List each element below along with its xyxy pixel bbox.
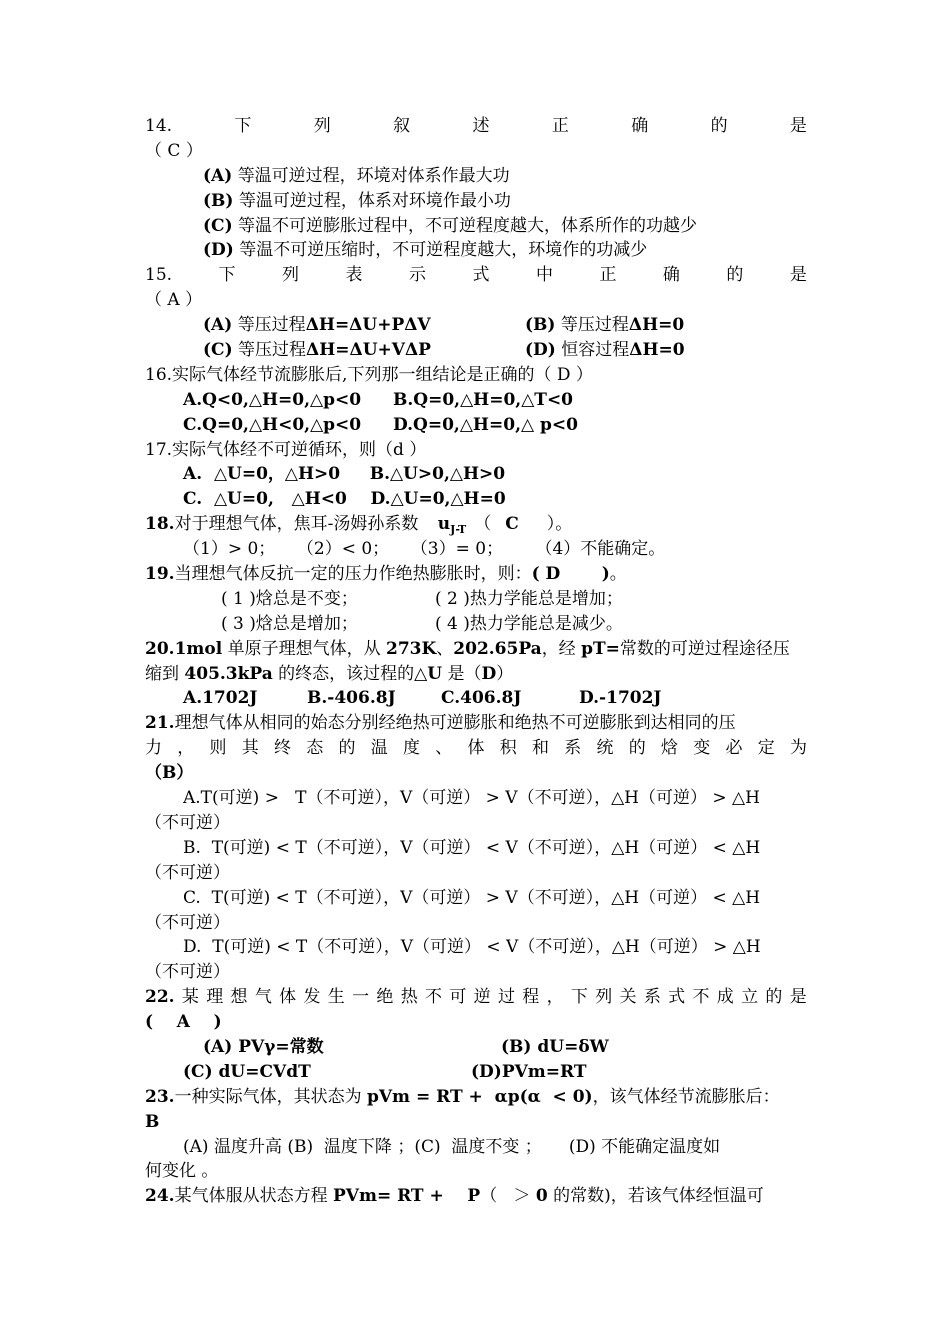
q23-answer: B [145, 1111, 160, 1132]
option-formula: ΔH=ΔU+VΔP [306, 340, 431, 361]
q16-option-a: A.Q<0,△H=0,△p<0 [183, 389, 362, 410]
q24-line1 [145, 1184, 807, 1209]
q24-text: 的常数)，若该气体经恒温可 [547, 1186, 764, 1207]
q22-char: 理 [206, 987, 224, 1008]
option-key: (C) [203, 340, 233, 361]
q21-char: 、 [435, 738, 453, 759]
q16-option-b: B.Q=0,△H=0,△T<0 [393, 389, 574, 410]
q19-end: 。 [609, 564, 627, 585]
q14-char: 的 [710, 116, 728, 136]
q21-option-d-tail: （不可逆） [145, 962, 230, 983]
q23-options: (A) 温度升高 (B) 温度下降 ；(C) 温度不变 ； (D) 不能确定温度如 [183, 1136, 721, 1157]
option-text: 等温不可逆膨胀过程中，不可逆程度越大，体系所作的功越少 [238, 215, 698, 236]
q14-answer: （ C ） [145, 140, 203, 161]
q20-options [145, 686, 807, 711]
q21-char: 体 [467, 738, 485, 759]
q24-number: 24. [145, 1186, 175, 1207]
q21-char: 力 [145, 738, 162, 759]
q18-symbol: u [437, 514, 451, 535]
q19-options-row2 [145, 612, 807, 637]
q22-stem [145, 985, 807, 1010]
q14-stem [145, 114, 807, 139]
q22-char: 列 [595, 987, 613, 1008]
q21-char: 必 [725, 738, 743, 759]
q21-char: 系 [564, 738, 582, 759]
q19-option-3: ( 3 )焓总是增加； [221, 613, 358, 634]
q16-stem: 16.实际气体经节流膨胀后,下列那一组结论是正确的（ D ） [145, 364, 593, 385]
q22-char: 式 [668, 987, 686, 1008]
q19-text: 当理想气体反抗一定的压力作绝热膨胀时，则： [174, 564, 532, 585]
q24-text: （ ＞ [480, 1186, 536, 1207]
q15-char: 确 [662, 265, 680, 286]
q16-option-d: D.Q=0,△H=0,△ p<0 [393, 414, 578, 435]
q20-line1 [145, 637, 807, 662]
option-text: 等温不可逆压缩时，不可逆程度越大，环境作的功减少 [239, 240, 648, 261]
q21-char: 统 [596, 738, 614, 759]
q22-options-row2 [145, 1060, 807, 1085]
q22-char: 想 [230, 987, 248, 1008]
q21-char: 焓 [661, 738, 678, 759]
option-text: 等温可逆过程，环境对体系作最大功 [237, 165, 510, 186]
q21-char: 和 [532, 738, 549, 759]
q16-options-row1 [145, 388, 807, 413]
q19-answer: ( D ) [531, 564, 610, 585]
option-text: 等压过程 [238, 340, 307, 361]
q22-char: 不 [425, 987, 443, 1008]
q21-char: ， [177, 738, 195, 759]
q18-text: 对于理想气体，焦耳-汤姆孙系数 [174, 514, 419, 535]
q18-subscript: J-T [450, 523, 467, 537]
q18-bracket: ）。 [546, 514, 573, 535]
q22-options-row1 [145, 1035, 807, 1060]
q15-option-b [525, 313, 684, 338]
q20-text: ） [496, 663, 514, 684]
q15-option-c [203, 338, 525, 363]
q20-value: 273K [386, 638, 437, 659]
q22-char: 是 [789, 987, 807, 1008]
q15-options-row2 [145, 338, 807, 363]
q22-char: 不 [692, 987, 710, 1008]
q21-char: 积 [499, 738, 517, 759]
q15-option-a [203, 313, 525, 338]
q14-char: 下 [234, 116, 252, 136]
q21-line2 [145, 736, 807, 761]
q21-option-c: C. T(可逆) < T（不可逆），V（可逆） > V（不可逆），△H（可逆） < △H [183, 887, 761, 908]
q21-char: 其 [241, 738, 259, 759]
q23-options-tail: 何变化 。 [145, 1161, 219, 1182]
q24-text: 某气体服从状态方程 [174, 1186, 333, 1207]
q22-number: 22. [145, 987, 175, 1008]
q18-stem [145, 512, 807, 537]
q17-options-row2: C. △U=0, △H<0 D.△U=0,△H=0 [183, 489, 506, 510]
q20-value: 405.3kPa [184, 663, 273, 684]
option-text: 等压过程 [237, 315, 306, 336]
option-key: (D) [203, 240, 234, 261]
q21-char: 的 [338, 738, 356, 759]
q21-option-b-tail: （不可逆） [145, 862, 230, 883]
q22-char: 一 [352, 987, 370, 1008]
q22-char: 立 [741, 987, 759, 1008]
q21-char: 度 [403, 738, 420, 759]
q14-number: 14. [145, 116, 173, 136]
q15-options-row1 [145, 313, 807, 338]
q20-text: 单原子理想气体，从 [222, 638, 387, 659]
q21-option-c-tail: （不可逆） [145, 912, 230, 933]
q22-option-c: (C) dU=CVdT [183, 1061, 311, 1082]
q16-options-row2 [145, 413, 807, 438]
q20-number: 20.1mol [145, 638, 223, 659]
q15-number: 15. [145, 265, 173, 286]
q21-answer: （B） [145, 763, 194, 784]
q19-option-1: ( 1 )焓总是不变； [221, 588, 358, 609]
q22-char: 的 [765, 987, 783, 1008]
option-key: (B) [203, 190, 234, 211]
q21-char: 温 [370, 738, 388, 759]
q22-char: 逆 [473, 987, 491, 1008]
q22-char: 过 [497, 987, 515, 1008]
q20-text: 是（ [442, 663, 482, 684]
q22-char: ， [546, 987, 564, 1008]
q15-char: 中 [535, 265, 553, 286]
option-text: 等温可逆过程，体系对环境作最小功 [238, 190, 511, 211]
q22-char: 绝 [376, 987, 394, 1008]
q24-formula: PVm= RT + P [332, 1186, 481, 1207]
q14-char: 列 [313, 116, 331, 136]
q20-line2 [145, 662, 807, 687]
q15-char: 是 [789, 265, 807, 286]
q21-char: 为 [790, 738, 807, 759]
q22-char: 热 [400, 987, 418, 1008]
q18-bracket: （ [474, 514, 492, 535]
document-page [145, 114, 807, 1209]
q19-stem [145, 562, 807, 587]
q19-option-4: ( 4 )热力学能总是减少。 [435, 613, 623, 634]
q20-text: 的终态，该过程的 [272, 663, 415, 684]
option-formula: ΔH=0 [629, 340, 685, 361]
q21-char: 变 [693, 738, 711, 759]
q15-answer: （ A ） [145, 290, 203, 311]
q23-number: 23. [145, 1086, 175, 1107]
q20-option-b: B.-406.8J [307, 688, 396, 709]
q21-char: 态 [306, 738, 324, 759]
q23-text: 一种实际气体，其状态为 [174, 1086, 367, 1107]
q14-char: 正 [551, 116, 569, 136]
q15-char: 的 [726, 265, 744, 286]
q21-option-a-tail: （不可逆） [145, 812, 230, 833]
q20-text: 缩到 [145, 663, 185, 684]
option-text: 恒容过程 [561, 340, 630, 361]
q22-option-d: (D)PVm=RT [471, 1061, 587, 1082]
option-key: (B) [525, 315, 556, 336]
q21-option-a: A.T(可逆) > T（不可逆），V（可逆） > V（不可逆），△H（可逆） > △H [183, 788, 760, 809]
q22-answer: ( A ) [145, 1012, 222, 1033]
q17-options-row1: A. △U=0，△H>0 B.△U>0,△H>0 [183, 464, 506, 485]
q20-text: ，经 [541, 638, 582, 659]
q20-option-a: A.1702J [183, 688, 258, 709]
q22-char: 可 [449, 987, 467, 1008]
q15-char: 式 [472, 265, 490, 286]
q15-stem [145, 263, 807, 288]
q22-char: 生 [327, 987, 345, 1008]
q20-option-d: D.-1702J [579, 688, 662, 709]
q22-char: 关 [619, 987, 637, 1008]
q20-text: 、 [436, 638, 454, 659]
q15-option-d [525, 338, 685, 363]
q21-line1 [145, 711, 807, 736]
q15-char: 下 [218, 265, 236, 286]
q21-option-d: D. T(可逆) < T（不可逆），V（可逆） < V（不可逆），△H（可逆） > △H [183, 937, 761, 958]
q23-line1 [145, 1085, 807, 1110]
q20-value: 202.65Pa [453, 638, 542, 659]
q14-char: 确 [631, 116, 649, 136]
q20-value: pT= [581, 638, 620, 659]
q15-char: 示 [408, 265, 426, 286]
q14-char: 是 [789, 116, 807, 136]
q18-answer: C [505, 514, 519, 535]
q20-option-c: C.406.8J [441, 688, 522, 709]
q19-number: 19. [145, 564, 175, 585]
q17-stem: 17.实际气体经不可逆循环，则（d ） [145, 439, 427, 460]
q22-option-a: (A) PVγ=常数 [203, 1036, 324, 1057]
q18-options: （1）> 0； （2）< 0； （3）= 0； （4）不能确定。 [183, 539, 666, 560]
q21-option-b: B. T(可逆) < T（不可逆），V（可逆） < V（不可逆），△H（可逆） < △H [183, 837, 761, 858]
q19-option-2: ( 2 )热力学能总是增加； [435, 588, 623, 609]
q22-char: 发 [303, 987, 321, 1008]
option-formula: ΔH=ΔU+PΔV [305, 315, 431, 336]
q18-number: 18. [145, 514, 175, 535]
q15-char: 表 [345, 265, 363, 286]
q14-option-b [145, 189, 807, 214]
q14-option-c [145, 214, 807, 239]
q22-char: 体 [279, 987, 297, 1008]
option-key: (C) [203, 215, 233, 236]
option-formula: ΔH=0 [628, 315, 685, 336]
option-key: (A) [203, 315, 233, 336]
q19-options-row1 [145, 587, 807, 612]
q22-char: 系 [643, 987, 661, 1008]
q16-option-c: C.Q=0,△H<0,△p<0 [183, 414, 362, 435]
option-key: (A) [203, 165, 233, 186]
q22-char: 某 [181, 987, 199, 1008]
q22-char: 成 [716, 987, 734, 1008]
q14-option-a [145, 164, 807, 189]
q21-char: 则 [209, 738, 227, 759]
q15-char: 列 [282, 265, 300, 286]
q14-char: 叙 [393, 116, 411, 136]
q23-formula: pVm = RT + αp(α < 0) [366, 1086, 593, 1107]
q21-char: 的 [628, 738, 646, 759]
q15-char: 正 [599, 265, 617, 286]
q21-char: 终 [274, 738, 291, 759]
q14-char: 述 [472, 116, 490, 136]
q20-answer: D [481, 663, 497, 684]
q20-value: △U [414, 663, 443, 684]
q22-option-b: (B) dU=δW [501, 1036, 609, 1057]
option-text: 等压过程 [560, 315, 629, 336]
q21-text: 理想气体从相同的始态分别经绝热可逆膨胀和绝热不可逆膨胀到达相同的压 [174, 713, 736, 734]
q24-value: 0 [535, 1186, 548, 1207]
q21-number: 21. [145, 713, 175, 734]
q22-char: 气 [254, 987, 272, 1008]
q22-char: 程 [522, 987, 540, 1008]
q21-char: 定 [757, 738, 775, 759]
q20-text: 常数的可逆过程途径压 [619, 638, 790, 659]
option-key: (D) [525, 340, 556, 361]
q14-option-d [145, 238, 807, 263]
q23-text: ，该气体经节流膨胀后： [592, 1086, 780, 1107]
q22-char: 下 [570, 987, 588, 1008]
